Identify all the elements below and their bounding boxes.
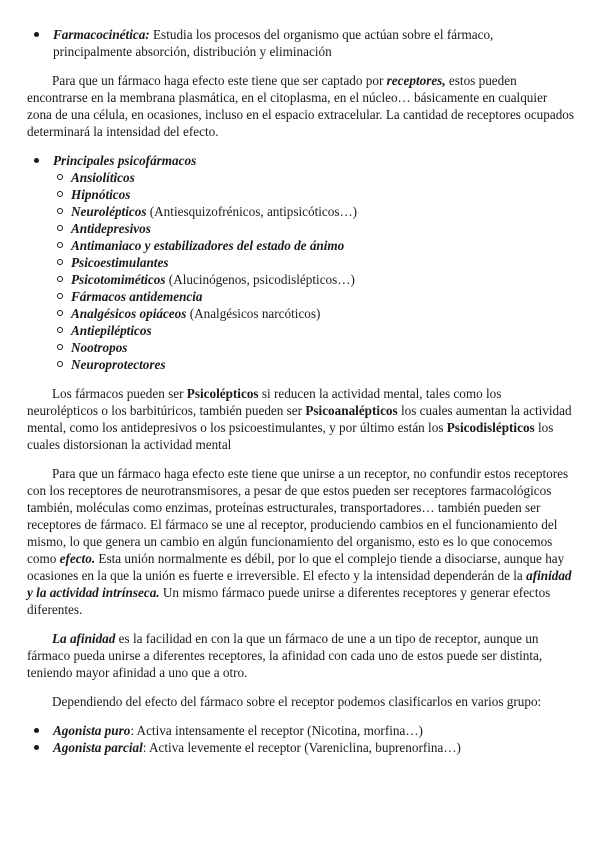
paragraph-receptores: Para que un fármaco haga efecto este tiene que ser captado por receptores, estos pueden encontrarse en la membrana plasmática, en el citoplasma, en el núcleo… básicamente en cualquier zona de una célula, en ocasiones, incluso en el espacio extracelular. La cantidad de receptores ocupados determinará la intensidad del efecto.	[27, 73, 575, 139]
list-item: Antidepresivos	[71, 220, 575, 237]
definition-text: Estudia los procesos del organismo que actúan sobre el fármaco, principalmente absorción, distribución y eliminación	[53, 27, 494, 59]
list-item	[53, 26, 575, 60]
list-item: Fármacos antidemencia	[71, 288, 575, 305]
list-item: Analgésicos opiáceos (Analgésicos narcóticos)	[71, 305, 575, 322]
paragraph-grupos: Dependiendo del efecto del fármaco sobre el receptor podemos clasificarlos en varios grupo:	[52, 694, 542, 709]
paragraph-afinidad: La afinidad es la facilidad en con la que un fármaco de une a un tipo de receptor, aunque un fármaco pueda unirse a diferentes receptores, la afinidad con cada uno de estos puede ser distinta, teniendo mayor afinidad a uno que a otro.	[27, 631, 543, 680]
document-page	[27, 26, 575, 756]
list-item	[53, 152, 575, 373]
psicofarmacos-sublist	[53, 169, 575, 373]
term-psicolepticos: Psicolépticos	[186, 386, 259, 401]
term-psicoanalepticos: Psicoanalépticos	[305, 403, 398, 418]
term-la-afinidad: La afinidad	[52, 631, 116, 646]
term-receptores: receptores,	[386, 73, 446, 88]
list-item: Agonista parcial: Activa levemente el receptor (Vareniclina, buprenorfina…)	[53, 739, 575, 756]
psicofarmacos-list	[27, 152, 575, 373]
list-item: Hipnóticos	[71, 186, 575, 203]
list-item: Nootropos	[71, 339, 575, 356]
term-afinidad-actividad: afinidad y la actividad intrínseca.	[27, 568, 572, 600]
list-item: Agonista puro: Activa intensamente el receptor (Nicotina, morfina…)	[53, 722, 575, 739]
list-item: Antiepilépticos	[71, 322, 575, 339]
paragraph-union: Para que un fármaco haga efecto este tiene que unirse a un receptor, no confundir estos receptores con los receptores de neurotransmisores, a pesar de que estos pueden ser receptores farmacológicos también, moléculas como enzimas, proteínas estructurales, transportadores… también pueden ser receptores de fármaco. El fármaco se une al receptor, produciendo cambios en el funcionamiento del mismo, lo que genera un cambio en algún funcionamiento del organismo, esto es lo que conocemos como efecto. Esta unión normalmente es débil, por lo que el complejo tiende a disociarse, aunque hay ocasiones en la que la unión es fuerte e irreversible. El efecto y la intensidad dependerán de la afinidad y la actividad intrínseca. Un mismo fármaco puede unirse a diferentes receptores y generar efectos diferentes.	[27, 466, 572, 617]
list-item: Neuroprotectores	[71, 356, 575, 373]
pharmacokinetics-list	[27, 26, 575, 60]
list-item: Antimaniaco y estabilizadores del estado de ánimo	[71, 237, 575, 254]
list-item: Ansiolíticos	[71, 169, 575, 186]
paragraph-clasificacion: Los fármacos pueden ser Psicolépticos si reducen la actividad mental, tales como los neurolépticos o los barbitúricos, también pueden ser Psicoanalépticos los cuales aumentan la actividad mental, como los antidepresivos o los psicoestimulantes, y por último están los Psicodislépticos los cuales distorsionan la actividad mental	[27, 386, 572, 452]
agonistas-list	[27, 722, 575, 756]
list-item: Psicoestimulantes	[71, 254, 575, 271]
term-farmacocinetica: Farmacocinética:	[53, 27, 150, 42]
term-efecto: efecto.	[59, 551, 96, 566]
list-item: Neurolépticos (Antiesquizofrénicos, antipsicóticos…)	[71, 203, 575, 220]
list-item: Psicotomiméticos (Alucinógenos, psicodislépticos…)	[71, 271, 575, 288]
psicofarmacos-heading: Principales psicofármacos	[53, 153, 197, 168]
term-psicodislepticos: Psicodislépticos	[446, 420, 535, 435]
